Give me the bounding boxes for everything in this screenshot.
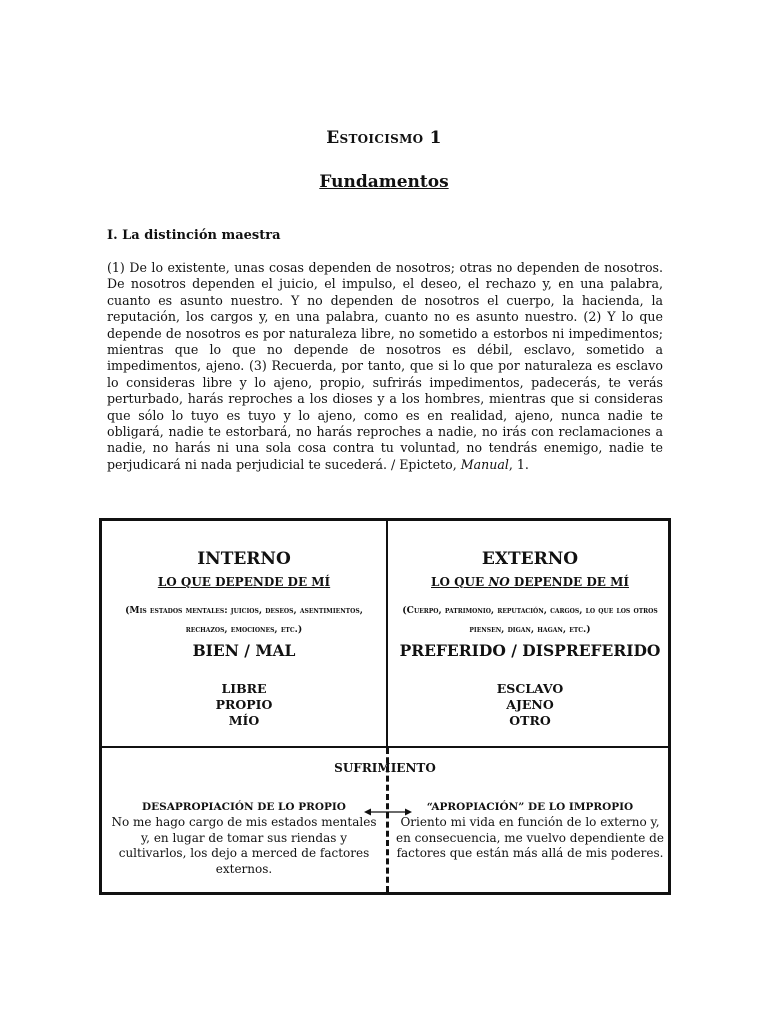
appropriation-block: [388, 801, 672, 862]
paragraph-text: (1) De lo existente, unas cosas dependen de nosotros; otras no dependen de nosotros. De nosotros dependen el juicio, el impulso, el deseo, el rechazo y, en una palabra, cuanto es asunto nuestro. Y no dependen de nosotros el cuerpo, la hacienda, la reputación, los cargos y, en una palabra, cuanto no es asunto nuestro. (2) Y lo que depende de nosotros es por naturaleza libre, no sometido a estorbos ni impedimentos; mientras que lo que no depende de nosotros es débil, esclavo, sometido a impedimentos, ajeno. (3) Recuerda, por tanto, que si lo que por naturaleza es esclavo lo consideras libre y lo ajeno, propio, sufrirás impedimentos, padecerás, te verás perturbado, harás reproches a los dioses y a los hombres, mientras que si consideras que sólo lo tuyo es tuyo y lo ajeno, como es en realidad, ajeno, nunca nadie te obligará, nadie te estorbará, no harás reproches a nadie, no irás con reclamaciones a nadie, no harás ni una sola cosa contra tu voluntad, no tendrás enemigo, nadie te perjudicará ni nada perjudicial te sucederá. / Epicteto,: [107, 260, 663, 472]
dichotomy-diagram: [99, 518, 671, 895]
main-paragraph: [107, 260, 663, 473]
external-subtitle-em: NO: [488, 575, 510, 589]
citation-tail: , 1.: [508, 456, 529, 472]
document-subtitle: Fundamentos: [319, 172, 449, 192]
double-arrow-icon: [364, 807, 412, 817]
citation-work: Manual: [460, 456, 509, 472]
list-item: LIBRE: [221, 681, 267, 696]
disappropriation-block: [102, 801, 386, 877]
suffering-label: SUFRIMIENTO: [334, 761, 436, 775]
list-item: MÍO: [228, 713, 260, 728]
external-subtitle: [388, 575, 672, 589]
external-note: (Cuerpo, patrimonio, reputación, cargos, lo que los otros piensen, digan, hagan, etc.): [402, 605, 658, 635]
section-heading: I. La distinción maestra: [107, 228, 281, 243]
list-item: AJENO: [506, 697, 554, 712]
list-item: OTRO: [509, 713, 551, 728]
external-subtitle-pre: LO QUE: [431, 575, 489, 589]
internal-value: BIEN / MAL: [192, 641, 296, 660]
external-subtitle-post: DEPENDE DE MÍ: [509, 575, 629, 589]
external-value: PREFERIDO / DISPREFERIDO: [399, 641, 661, 660]
external-title: EXTERNO: [481, 549, 579, 569]
disappropriation-heading: DESAPROPIACIÓN DE LO PROPIO: [142, 801, 346, 813]
disappropriation-text: No me hago cargo de mis estados mentales y, en lugar de tomar sus riendas y cultivarlos, los dejo a merced de factores externos.: [111, 815, 377, 876]
list-item: ESCLAVO: [496, 681, 564, 696]
list-item: PROPIO: [215, 697, 273, 712]
document-title: Estoicismo 1: [326, 128, 442, 148]
appropriation-text: Oriento mi vida en función de lo externo y, en consecuencia, me vuelvo dependiente de factores que están más allá de mis poderes.: [396, 815, 664, 860]
internal-note: (Mis estados mentales: juicios, deseos, asentimientos, rechazos, emociones, etc.): [125, 605, 363, 635]
horizontal-divider: [102, 746, 668, 748]
internal-list: [102, 681, 386, 729]
internal-subtitle: LO QUE DEPENDE DE MÍ: [157, 575, 331, 589]
appropriation-heading: “APROPIACIÓN” DE LO IMPROPIO: [426, 801, 634, 813]
internal-title: INTERNO: [197, 549, 291, 569]
external-list: [388, 681, 672, 729]
